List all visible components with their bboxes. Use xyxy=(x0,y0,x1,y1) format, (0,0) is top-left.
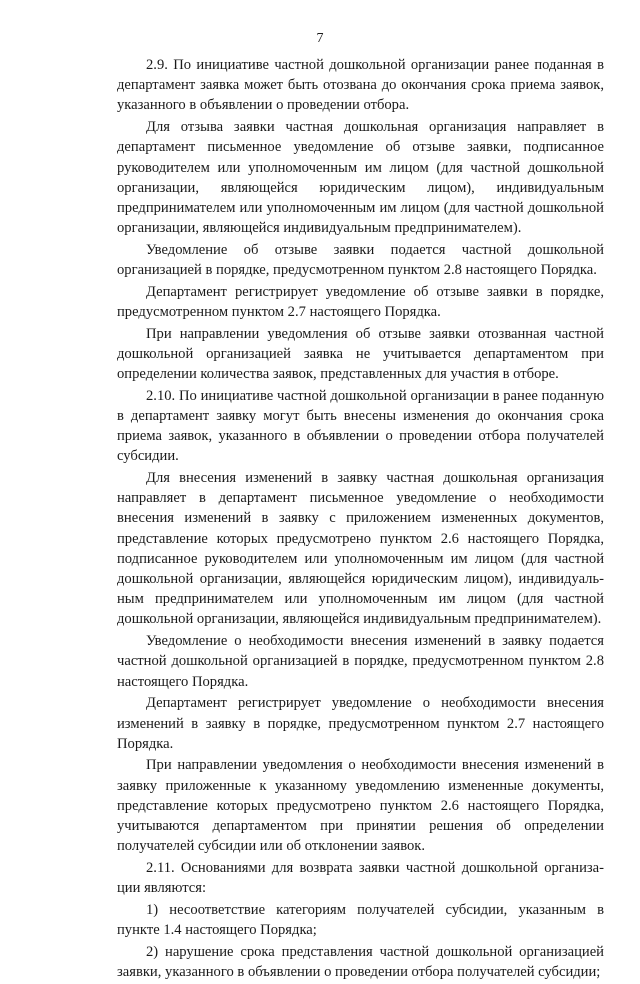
paragraph: Для отзыва заявки частная дошкольная организация направляет в департамент письменное уведомление об отзыве заявки, подписанное руководителем или уполномоченным им лицом (для частной дошкольной организации, являющейся юридическим лицом), индивидуальным предпринимателем или уполномоченным им лицом (для частной дошкольной организации, являющейся индивидуальным предпринимателем). xyxy=(117,119,604,237)
paragraph: При направлении уведомления о необходимости внесения изменений в заявку приложенные к указанному уведомлению измененные документы, представление которых предусмотрено пунктом 2.6 настоящего Порядка, учитываются департаментом при принятии решения об определении получателей субсидии или об отклонении заявок. xyxy=(117,757,604,855)
paragraph: Уведомление о необходимости внесения изменений в заявку подается частной дошкольной организацией в порядке, предусмотренном пунктом 2.8 настоящего Порядка. xyxy=(117,633,604,690)
paragraph: Для внесения изменений в заявку частная дошкольная организация направляет в департамент письменное уведомление о необходимости внесения изменений в заявку с приложением измененных документов, представление которых предусмотрено пунктом 2.6 настоящего Порядка, подписанное руководителем или уполномоченным им лицом (для частной дошкольной организации, являющейся юридическим лицом), индивидуальным предпринимателем или уполномоченным им лицом (для частной дошкольной организации, являющейся индивидуальным предпринимателем). xyxy=(117,470,604,628)
paragraph: При направлении уведомления об отзыве заявки отозванная частной дошкольной организацией заявка не учитывается департаментом при определении количества заявок, представленных для участия в отборе. xyxy=(117,325,604,383)
document-body xyxy=(117,55,604,984)
paragraph: Департамент регистрирует уведомление об отзыве заявки в порядке, предусмотренном пунктом 2.7 настоящего Порядка. xyxy=(117,283,604,320)
paragraph: 2.10. По инициативе частной дошкольной организации в ранее поданную в департамент заявку могут быть внесены изменения до окончания срока приема заявок, указанного в объявлении о проведении отбора получателей субсидии. xyxy=(117,387,604,465)
paragraph: Уведомление об отзыве заявки подается частной дошкольной организацией в порядке, предусмотренном пунктом 2.8 настоящего Порядка. xyxy=(117,241,604,279)
paragraph: 2.11. Основаниями для возврата заявки частной дошкольной организации являются: xyxy=(117,859,604,897)
list-item: 1) несоответствие категориям получателей субсидии, указанным в пункте 1.4 настоящего Порядка; xyxy=(117,901,604,939)
paragraph: Департамент регистрирует уведомление о необходимости внесения изменений в заявку в порядке, предусмотренном пунктом 2.7 настоящего Порядка. xyxy=(117,695,604,752)
list-item: 2) нарушение срока представления частной дошкольной организацией заявки, указанного в объявлении о проведении отбора получателей субсидии; xyxy=(117,943,604,980)
paragraph: 2.9. По инициативе частной дошкольной организации ранее поданная в департамент заявка может быть отозвана до окончания срока приема заявок, указанного в объявлении о проведении отбора. xyxy=(117,57,604,114)
page-number: 7 xyxy=(316,31,324,46)
